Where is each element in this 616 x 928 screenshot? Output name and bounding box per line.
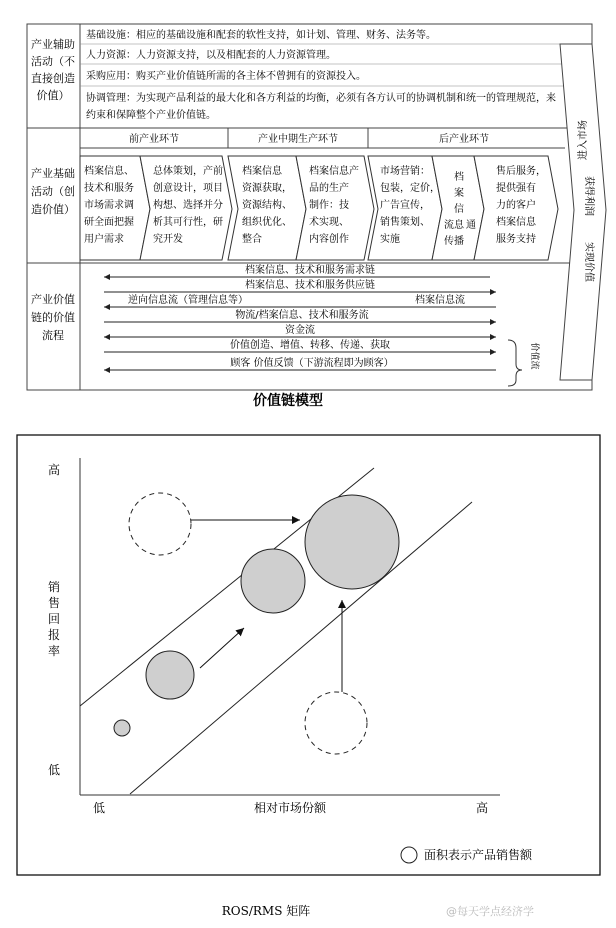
svg-text:构想、选择并分: 构想、选择并分 xyxy=(153,200,223,211)
svg-text:析其可行性，研: 析其可行性，研 xyxy=(153,217,223,228)
svg-text:广告宣传，: 广告宣传， xyxy=(380,200,430,211)
svg-text:服务支持: 服务支持 xyxy=(496,234,536,245)
svg-text:技术和服务: 技术和服务 xyxy=(84,183,134,194)
svg-text:用户需求: 用户需求 xyxy=(84,234,124,245)
svg-text:信: 信 xyxy=(454,204,464,215)
svg-text:活动（创: 活动（创 xyxy=(31,185,75,198)
flow-value-creation: 价值创造、增值、转移、传递、获取 xyxy=(230,340,390,351)
support-row-hr: 人力资源：人力资源支持，以及相配套的人力资源管理。 xyxy=(86,50,336,61)
svg-text:资源结构、: 资源结构、 xyxy=(242,200,292,211)
basic-activities-label xyxy=(31,166,75,216)
svg-text:活动（不: 活动（不 xyxy=(31,55,75,68)
svg-text:市场营销：: 市场营销： xyxy=(380,166,430,177)
support-row-coordination: 协调管理：为实现产品利益的最大化和各方利益的均衡，必须有各方认可的协调机制和统一的管理规范，来 xyxy=(86,93,556,104)
svg-text:直接创造: 直接创造 xyxy=(31,72,75,85)
bubble-small xyxy=(114,720,130,736)
svg-text:组织优化、: 组织优化、 xyxy=(242,217,292,228)
support-row-procurement: 采购应用：购买产业价值链所需的各主体不曾拥有的资源投入。 xyxy=(86,71,366,82)
svg-text:传播: 传播 xyxy=(444,236,464,247)
value-chain-title: 价值链模型 xyxy=(253,393,323,409)
flow-supply-chain: 档案信息、技术和服务供应链 xyxy=(245,280,375,291)
dashed-bubble-bottom xyxy=(305,692,367,754)
flow-archive-info: 档案信息流 xyxy=(415,295,465,306)
band-lower-line xyxy=(130,502,472,794)
svg-text:回: 回 xyxy=(48,612,61,626)
x-axis-low: 低 xyxy=(93,801,106,815)
svg-text:流程: 流程 xyxy=(42,329,64,342)
flow-demand-chain: 档案信息、技术和服务需求链 xyxy=(245,265,375,276)
svg-text:产业价值: 产业价值 xyxy=(31,293,75,306)
svg-text:档: 档 xyxy=(454,172,464,183)
x-axis-high: 高 xyxy=(476,801,489,815)
svg-text:销: 销 xyxy=(48,580,61,594)
svg-text:实施: 实施 xyxy=(380,234,400,245)
arrow-medium-to-large xyxy=(200,628,244,668)
svg-text:通: 通 xyxy=(466,220,476,231)
svg-text:档案信息: 档案信息 xyxy=(496,217,536,228)
svg-text:案: 案 xyxy=(454,188,464,199)
svg-text:研全面把握: 研全面把握 xyxy=(84,217,134,228)
bubble-medium xyxy=(146,651,194,699)
flow-feedback: 顾客 价值反馈（下游流程即为顾客） xyxy=(230,358,394,369)
stage-pre: 前产业环节 xyxy=(129,134,179,145)
svg-text:提供强有: 提供强有 xyxy=(496,183,536,194)
ros-rms-matrix xyxy=(0,420,616,928)
stage-post: 后产业环节 xyxy=(439,134,489,145)
label-gain-profit: 获得利润 xyxy=(583,176,594,216)
y-axis-low: 低 xyxy=(48,763,61,777)
svg-text:率: 率 xyxy=(48,644,61,658)
svg-text:价值）: 价值） xyxy=(36,89,70,102)
svg-text:资源获取，: 资源获取， xyxy=(242,183,292,194)
stage-mid: 产业中期生产环节 xyxy=(258,134,338,145)
svg-text:产业辅助: 产业辅助 xyxy=(31,38,75,51)
flow-logistics: 物流/档案信息、技术和服务流 xyxy=(235,310,369,321)
y-axis-label xyxy=(48,579,60,658)
legend-text: 面积表示产品销售额 xyxy=(424,848,533,862)
svg-text:市场需求调: 市场需求调 xyxy=(84,200,134,211)
svg-text:链的价值: 链的价值 xyxy=(31,311,75,324)
bubble-largest xyxy=(305,495,399,589)
label-realize-value: 实现价值 xyxy=(583,242,594,282)
x-axis-label: 相对市场份额 xyxy=(253,801,327,815)
svg-text:流: 流 xyxy=(444,220,454,231)
value-flow-label xyxy=(31,292,75,342)
watermark: @每天学点经济学 xyxy=(446,905,534,918)
svg-text:创意设计，项目: 创意设计，项目 xyxy=(153,183,223,194)
value-flow-brace xyxy=(508,340,522,386)
value-chain-diagram xyxy=(0,0,616,420)
svg-text:档案信息: 档案信息 xyxy=(242,166,282,177)
svg-text:包装，定价，: 包装，定价， xyxy=(380,183,440,194)
svg-text:销售策划、: 销售策划、 xyxy=(380,217,430,228)
svg-text:售后服务，: 售后服务， xyxy=(496,166,546,177)
svg-text:档案信息产: 档案信息产 xyxy=(309,166,359,177)
svg-text:内容创作: 内容创作 xyxy=(309,234,349,245)
svg-text:售: 售 xyxy=(48,596,61,610)
support-activities-label xyxy=(31,37,75,102)
svg-text:究开发: 究开发 xyxy=(153,234,183,245)
svg-text:息: 息 xyxy=(454,220,464,231)
svg-text:制作：技: 制作：技 xyxy=(309,200,349,211)
matrix-title: ROS/RMS 矩阵 xyxy=(221,904,311,918)
flow-capital: 资金流 xyxy=(285,325,315,336)
svg-text:产业基础: 产业基础 xyxy=(31,167,75,180)
svg-text:总体策划，产前: 总体策划，产前 xyxy=(153,166,223,177)
label-enter-market: 进入市场 xyxy=(578,120,589,160)
svg-text:报: 报 xyxy=(48,628,61,642)
support-row-coordination-cont: 约束和保障整个产业价值链。 xyxy=(86,110,216,121)
svg-text:品的生产: 品的生产 xyxy=(309,183,349,194)
flow-reverse-info: 逆向信息流（管理信息等） xyxy=(128,295,248,306)
svg-text:造价值）: 造价值） xyxy=(31,203,75,216)
value-flow-side-label: 价值流 xyxy=(529,342,539,370)
svg-text:术实现、: 术实现、 xyxy=(309,217,349,228)
dashed-bubble-top xyxy=(129,493,191,555)
svg-text:整合: 整合 xyxy=(242,234,262,245)
support-row-infrastructure: 基础设施：相应的基础设施和配套的软性支持，如计划、管理、财务、法务等。 xyxy=(86,30,436,41)
bubble-large xyxy=(241,549,305,613)
y-axis-high: 高 xyxy=(48,463,61,477)
legend-circle xyxy=(401,847,417,863)
svg-text:力的客户: 力的客户 xyxy=(496,200,536,211)
value-arrow-head xyxy=(560,44,606,380)
svg-text:档案信息、: 档案信息、 xyxy=(84,166,134,177)
